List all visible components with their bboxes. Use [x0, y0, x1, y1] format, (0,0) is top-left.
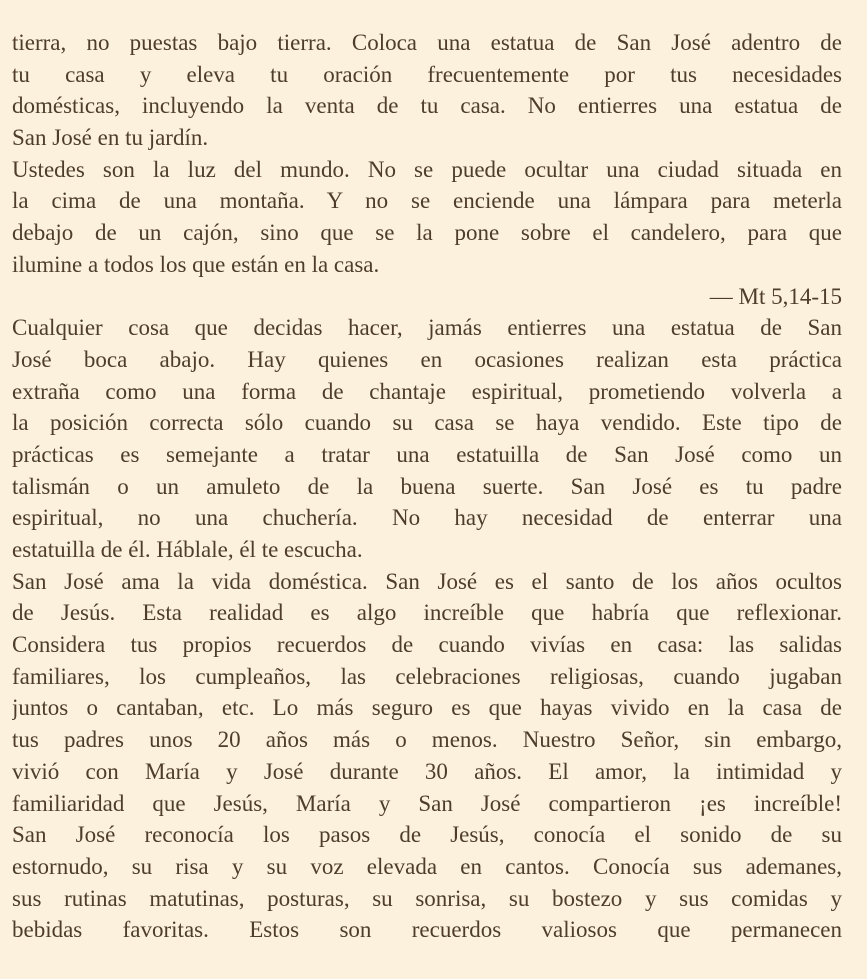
text-line: Ustedes son la luz del mundo. No se puede ocultar una ciudad situada en [12, 156, 842, 182]
text-line: Cualquier cosa que decidas hacer, jamás entierres una estatua de San [12, 315, 842, 341]
text-line: familiaridad que Jesús, María y San José compartieron ¡es increíble! [12, 790, 842, 816]
scripture-citation: — Mt 5,14-15 [709, 283, 842, 309]
paragraph-statue-inside [12, 27, 842, 154]
text-line: tierra, no puestas bajo tierra. Coloca una estatua de San José adentro de [12, 30, 842, 55]
text-line: ilumine a todos los que están en la casa. [12, 251, 380, 277]
text-line: espiritual, no una chuchería. No hay necesidad de enterrar una [12, 505, 842, 531]
text-line: estornudo, su risa y su voz elevada en cantos. Conocía sus ademanes, [12, 853, 842, 879]
text-line: tus padres unos 20 años más o menos. Nuestro Señor, sin embargo, [12, 727, 842, 753]
text-line: prácticas es semejante a tratar una estatuilla de San José como un [12, 441, 842, 467]
text-line: vivió con María y José durante 30 años. El amor, la intimidad y [12, 758, 842, 784]
text-line: Considera tus propios recuerdos de cuando vivías en casa: las salidas [12, 632, 842, 658]
text-line: talismán o un amuleto de la buena suerte. San José es tu padre [12, 473, 842, 499]
text-line: la cima de una montaña. Y no se enciende una lámpara para meterla [12, 188, 842, 214]
text-line: José boca abajo. Hay quienes en ocasiones realizan esta práctica [12, 346, 842, 372]
paragraph-domestic-life [12, 566, 842, 946]
scripture-quote [12, 154, 842, 281]
text-line: de Jesús. Esta realidad es algo increíble que habría que reflexionar. [12, 600, 842, 626]
text-line: extraña como una forma de chantaje espiritual, prometiendo volverla a [12, 378, 842, 404]
text-line: sus rutinas matutinas, posturas, su sonrisa, su bostezo y sus comidas y [12, 885, 842, 911]
text-line: San José ama la vida doméstica. San José es el santo de los años ocultos [12, 568, 842, 594]
text-line: bebidas favoritas. Estos son recuerdos valiosos que permanecen [12, 917, 842, 943]
text-line: debajo de un cajón, sino que se la pone sobre el candelero, para que [12, 220, 842, 246]
text-line: juntos o cantaban, etc. Lo más seguro es que hayas vivido en la casa de [12, 695, 842, 721]
document-page [12, 27, 842, 946]
text-line: San José en tu jardín. [12, 125, 209, 151]
text-line: domésticas, incluyendo la venta de tu casa. No entierres una estatua de [12, 93, 842, 119]
paragraph-upside-down [12, 312, 842, 566]
text-line: San José reconocía los pasos de Jesús, conocía el sonido de su [12, 822, 842, 848]
text-line: estatuilla de él. Háblale, él te escucha. [12, 537, 363, 562]
text-line: la posición correcta sólo cuando su casa se haya vendido. Este tipo de [12, 410, 842, 436]
text-line: tu casa y eleva tu oración frecuentemente por tus necesidades [12, 61, 842, 87]
text-line: familiares, los cumpleaños, las celebraciones religiosas, cuando jugaban [12, 663, 842, 689]
